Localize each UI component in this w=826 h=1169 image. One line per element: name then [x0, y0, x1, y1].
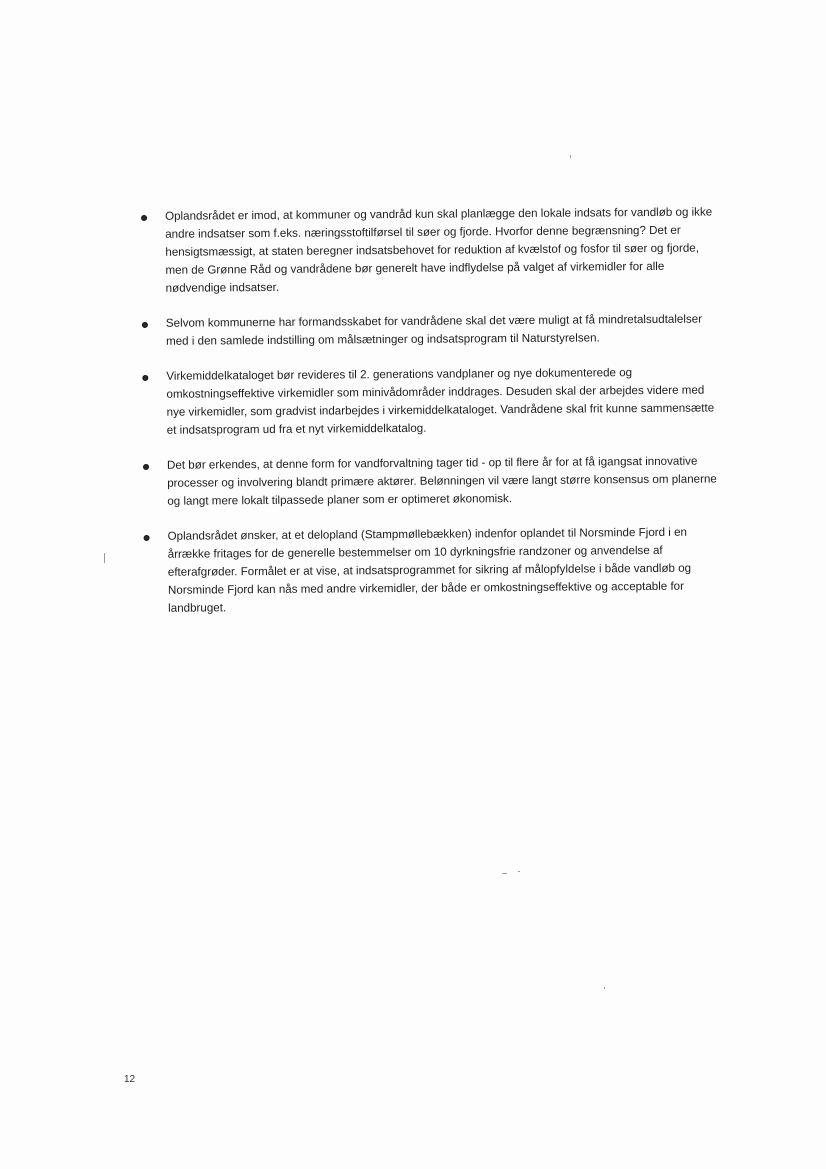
- list-item: [139, 363, 720, 440]
- bullet-icon: [144, 535, 150, 541]
- list-item: [139, 310, 719, 351]
- bullet-text: Virkemiddelkataloget bør revideres til 2. generations vandplaner og nye dokumenterede og omkostningseffektive virkemidler som minivådområder inddrages. Desuden skal der arbejdes videre med nye virkemidler, som gradvist indarbejdes i virkemiddelkataloget. Vandrådene skal frit kunne sammensætte et indsatsprogram ud fra et nyt virkemiddelkatalog.: [166, 366, 715, 437]
- bullet-icon: [142, 322, 148, 328]
- list-item: [138, 203, 719, 298]
- bullet-list: [138, 203, 721, 635]
- list-item: [141, 523, 722, 618]
- scan-speck: [104, 553, 105, 563]
- bullet-text: Det bør erkendes, at denne form for vandforvaltning tager tid - op til flere år for at få igangsat innovative processer og involvering blandt primære aktører. Belønningen vil være langt større konsensus om planerne og langt mere lokalt tilpassede planer som er optimeret økonomisk.: [166, 454, 717, 508]
- list-item: [140, 452, 720, 511]
- scan-speck: [570, 155, 571, 158]
- bullet-icon: [142, 375, 148, 381]
- scan-speck: [518, 871, 520, 872]
- scan-speck: [502, 873, 507, 874]
- bullet-text: Selvom kommunerne har formandsskabet for vandrådene skal det være muligt at få mindretalsudtalelser med i den samlede indstilling om målsætninger og indsatsprogram til Naturstyrelsen.: [165, 312, 703, 348]
- bullet-icon: [141, 215, 147, 221]
- bullet-text: Oplandsrådet ønsker, at et delopland (Stampmøllebækken) indenfor oplandet til Norsminde Fjord i en årrække fritages for de generelle bestemmelser om 10 dyrkningsfrie randzoner og anvendelse af efterafgrøder. Formålet er at vise, at indsatsprogrammet for sikring af målopfyldelse i både vandløb og Norsminde Fjord kan nås med andre virkemidler, der både er omkostningseffektive og acceptable for landbruget.: [167, 525, 692, 615]
- bullet-text: Oplandsrådet er imod, at kommuner og vandråd kun skal planlægge den lokale indsats for vandløb og ikke andre indsatser som f.eks. næringsstoftilførsel til søer og fjorde. Hvorfor denne begrænsning? Det er hensigtsmæssigt, at staten beregner indsatsbehovet for reduktion af kvælstof og fosfor til søer og fjorde, men de Grønne Råd og vandrådene bør generelt have indflydelse på valget af virkemidler for alle nødvendige indsatser.: [165, 205, 713, 295]
- scan-speck: [604, 987, 605, 989]
- page-number: 12: [124, 1074, 136, 1085]
- bullet-icon: [143, 464, 149, 470]
